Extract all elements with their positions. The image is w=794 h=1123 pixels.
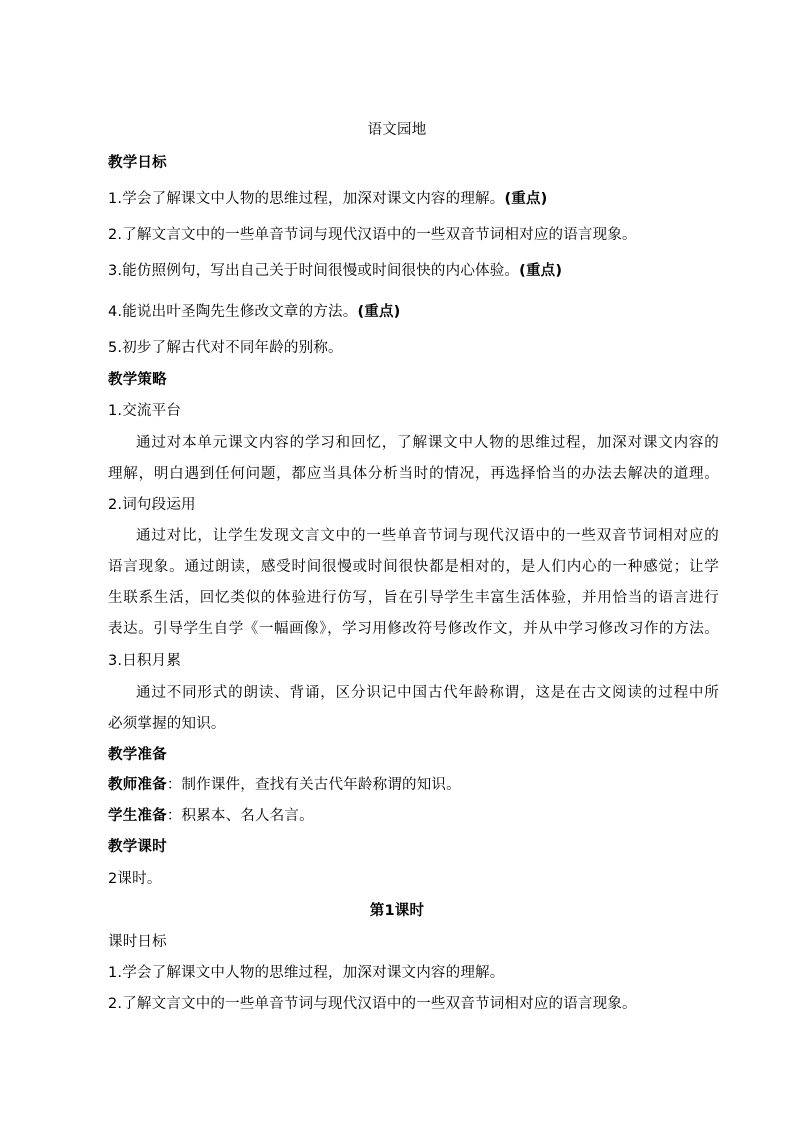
paragraph-line: 生联系生活，回忆类似的体验进行仿写，旨在引导学生丰富生活体验，并用恰当的语言进行 [108,590,719,606]
strategy-sub-3: 3.日积月累 [108,653,182,669]
student-label: 学生准备 [108,808,167,824]
lesson-title: 第1课时 [369,903,425,919]
paragraph-line: 表达。引导学生自学《一幅画像》，学习用修改符号修改作文，并从中学习修改习作的方法。 [108,621,719,637]
goal-item-4 [108,302,718,322]
lesson-goal-item-2: 2.了解文言文中的一些单音节词与现代汉语中的一些双音节词相对应的语言现象。 [108,996,637,1012]
paragraph-line: 必须掌握的知识。 [108,716,226,732]
lesson-goal-item-1: 1.学会了解课文中人物的思维过程，加深对课文内容的理解。 [108,965,505,981]
lesson-goals-heading: 课时日标 [108,934,167,950]
goal-tag: (重点) [519,263,563,279]
paragraph-line: 通过对比，让学生发现文言文中的一些单音节词与现代汉语中的一些双音节词相对应的 [136,528,719,544]
paragraph-line: 语言现象。通过朗读，感受时间很慢或时间很快都是相对的，是人们内心的一种感觉；让学 [108,559,719,575]
goal-text: 2.了解文言文中的一些单音节词与现代汉语中的一些双音节词相对应的语言现象。 [108,227,637,243]
teacher-preparation [108,775,718,795]
student-text: ：积累本、名人名言。 [166,808,314,824]
teacher-label: 教师准备 [108,777,167,793]
paragraph-line: 通过对本单元课文内容的学习和回忆，了解课文中人物的思维过程，加深对课文内容的 [136,435,719,451]
goal-item-2 [108,225,718,245]
paragraph-line: 理解，明白遇到任何问题，都应当具体分析当时的情况，再选择恰当的办法去解决的道理。 [108,466,719,482]
section-heading-hours: 教学课时 [108,839,167,855]
section-heading-preparation: 教学准备 [108,747,167,763]
goal-text: 4.能说出叶圣陶先生修改文章的方法。 [108,304,358,320]
goal-tag: (重点) [504,191,548,207]
section-heading-strategy: 教学策略 [108,372,167,388]
hours-text: 2课时。 [108,871,162,887]
strategy-sub-2: 2.词句段运用 [108,497,196,513]
goal-text: 1.学会了解课文中人物的思维过程，加深对课文内容的理解。 [108,191,505,207]
paragraph-line: 通过不同形式的朗读、背诵，区分识记中国古代年龄称谓，这是在古文阅读的过程中所 [136,685,719,701]
goal-item-3 [108,261,718,281]
teacher-text: ：制作课件，查找有关古代年龄称谓的知识。 [166,777,461,793]
goal-item-5 [108,338,718,358]
goal-tag: (重点) [357,304,401,320]
goal-text: 5.初步了解古代对不同年龄的别称。 [108,340,343,356]
goal-item-1 [108,189,718,209]
document-title: 语文园地 [367,122,427,138]
strategy-sub-1: 1.交流平台 [108,403,182,419]
section-heading-goals: 教学日标 [108,155,167,171]
goal-text: 3.能仿照例句，写出自己关于时间很慢或时间很快的内心体验。 [108,263,520,279]
student-preparation [108,806,718,826]
